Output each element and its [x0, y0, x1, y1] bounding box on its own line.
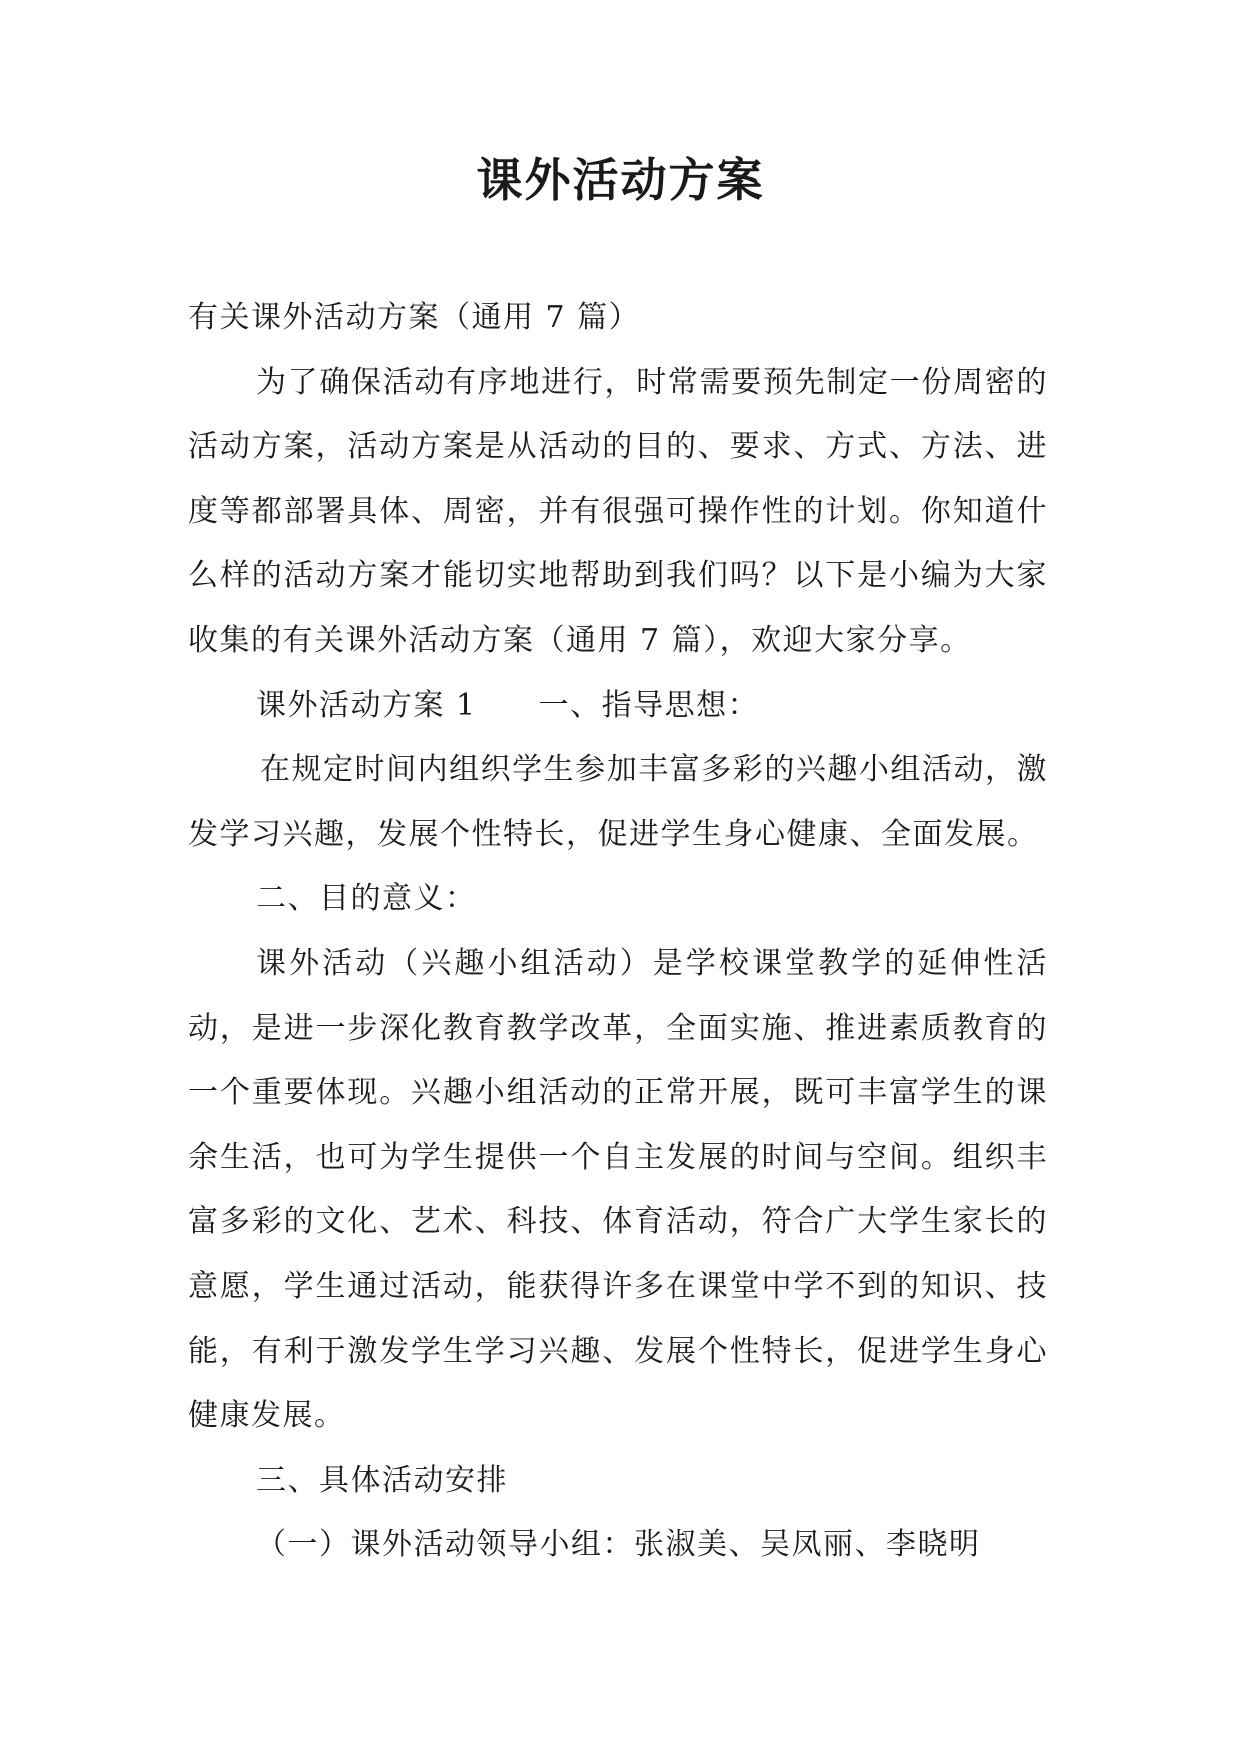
heading-purpose: 二、目的意义： — [256, 881, 477, 917]
document-subtitle: 有关课外活动方案（通用 7 篇） — [188, 300, 641, 335]
list-item-leadership-group: （一）课外活动领导小组：张淑美、吴凤丽、李晓明 — [256, 1527, 981, 1563]
document-title: 课外活动方案 — [476, 153, 765, 207]
paragraph-purpose: 课外活动（兴趣小组活动）是学校课堂教学的延伸性活动，是进一步深化教育教学改革，全面实施、推进素质教育的一个重要体现。兴趣小组活动的正常开展，既可丰富学生的课余生活，也可为学生提供一个自主发展的时间与空间。组织丰富多彩的文化、艺术、科技、体育活动，符合广大学生家长的意愿，学生通过活动，能获得许多在课堂中学不到的知识、技能，有利于激发学生学习兴趣、发展个性特长，促进学生身心健康发展。 — [188, 945, 1048, 1434]
document-body — [188, 286, 1048, 1578]
intro-paragraph: 为了确保活动有序地进行，时常需要预先制定一份周密的活动方案，活动方案是从活动的目的、要求、方式、方法、进度等都部署具体、周密，并有很强可操作性的计划。你知道什么样的活动方案才能切实地帮助到我们吗？以下是小编为大家收集的有关课外活动方案（通用 7 篇），欢迎大家分享。 — [188, 364, 1048, 658]
section-1-line — [188, 674, 1048, 739]
heading-activity-arrangement: 三、具体活动安排 — [256, 1462, 508, 1498]
paragraph-guiding-ideology: 在规定时间内组织学生参加丰富多彩的兴趣小组活动，激发学习兴趣，发展个性特长，促进学生身心健康、全面发展。 — [188, 752, 1048, 852]
section-1-label: 课外活动方案 1 — [256, 687, 477, 723]
heading-guiding-ideology: 一、指导思想： — [538, 687, 760, 723]
